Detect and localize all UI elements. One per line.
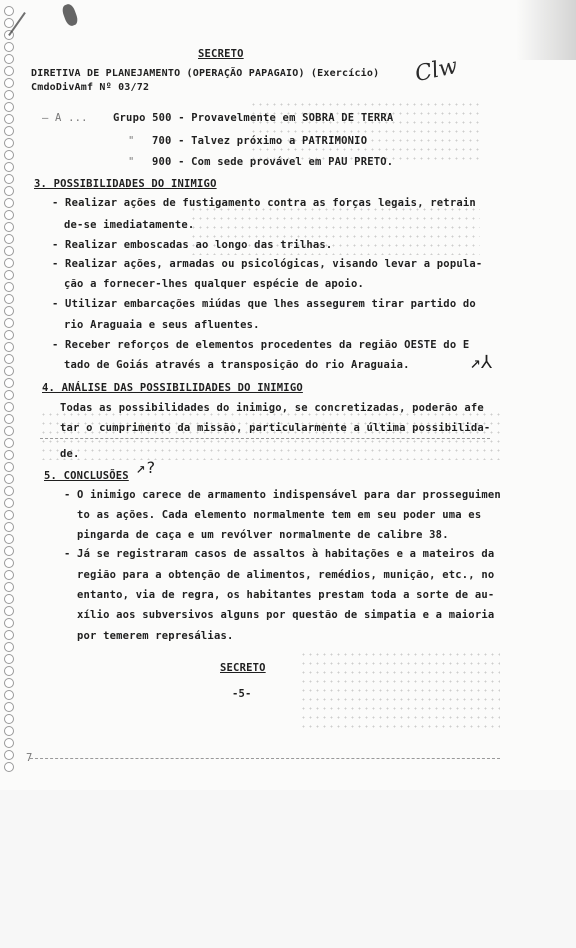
- binder-holes: [4, 6, 18, 776]
- noise-area: [40, 410, 500, 460]
- paragraph-line: pingarda de caça e um revólver normalmente de calibre 38.: [77, 529, 449, 541]
- paragraph-line: - Realizar ações de fustigamento contra as forças legais, retrain: [52, 197, 476, 209]
- binder-hole: [4, 306, 14, 316]
- paragraph-line: - Receber reforços de elementos procedentes da região OESTE do E: [52, 339, 470, 351]
- classification-bottom: SECRETO: [220, 662, 266, 674]
- binder-hole: [4, 462, 14, 472]
- group-prefix: ": [128, 135, 135, 147]
- binder-hole: [4, 570, 14, 580]
- binder-hole: [4, 102, 14, 112]
- binder-hole: [4, 54, 14, 64]
- page-number: -5-: [232, 688, 252, 700]
- binder-hole: [4, 438, 14, 448]
- binder-hole: [4, 186, 14, 196]
- binder-hole: [4, 402, 14, 412]
- binder-hole: [4, 270, 14, 280]
- binder-hole: [4, 522, 14, 532]
- binder-hole: [4, 342, 14, 352]
- binder-hole: [4, 42, 14, 52]
- document-title: DIRETIVA DE PLANEJAMENTO (OPERAÇÃO PAPAGAIO) (Exercício): [31, 68, 380, 79]
- binder-hole: [4, 510, 14, 520]
- binder-hole: [4, 546, 14, 556]
- document-reference: CmdoDivAmf Nº 03/72: [31, 82, 150, 93]
- binder-hole: [4, 138, 14, 148]
- paragraph-line: Todas as possibilidades do inimigo, se concretizadas, poderão afe: [60, 402, 484, 414]
- group-prefix: ": [128, 156, 135, 168]
- paragraph-line: de.: [60, 448, 80, 460]
- binder-hole: [4, 78, 14, 88]
- group-line: Grupo 500 - Provavelmente em SOBRA DE TERRA: [113, 112, 394, 124]
- paragraph-line: rio Araguaia e seus afluentes.: [64, 319, 260, 331]
- binder-hole: [4, 738, 14, 748]
- group-line: 900 - Com sede provável em PAU PRETO.: [152, 156, 394, 168]
- binder-hole: [4, 642, 14, 652]
- binder-hole: [4, 654, 14, 664]
- binder-hole: [4, 318, 14, 328]
- binder-hole: [4, 762, 14, 772]
- binder-hole: [4, 246, 14, 256]
- binder-hole: [4, 366, 14, 376]
- binder-hole: [4, 474, 14, 484]
- binder-hole: [4, 414, 14, 424]
- binder-hole: [4, 390, 14, 400]
- binder-hole: [4, 378, 14, 388]
- binder-hole: [4, 678, 14, 688]
- binder-hole: [4, 450, 14, 460]
- paragraph-line: - Utilizar embarcações miúdas que lhes assegurem tirar partido do: [52, 298, 476, 310]
- ink-smudge: [61, 3, 80, 28]
- classification-top: SECRETO: [198, 48, 244, 60]
- blank-area: [0, 790, 576, 948]
- noise-area: [250, 100, 480, 160]
- binder-hole: [4, 234, 14, 244]
- scan-shadow: [516, 0, 576, 60]
- binder-hole: [4, 558, 14, 568]
- binder-hole: [4, 198, 14, 208]
- paragraph-line: entanto, via de regra, os habitantes prestam toda a sorte de au-: [77, 589, 495, 601]
- handwritten-initials: Clw: [412, 53, 460, 88]
- paragraph-line: ção a fornecer-lhes qualquer espécie de apoio.: [64, 278, 364, 290]
- binder-hole: [4, 282, 14, 292]
- binder-hole: [4, 498, 14, 508]
- binder-hole: [4, 630, 14, 640]
- binder-hole: [4, 486, 14, 496]
- paragraph-line: - O inimigo carece de armamento indispensável para dar prosseguimen: [64, 489, 501, 501]
- paragraph-line: tar o cumprimento da missão, particularmente a última possibilida-: [60, 422, 491, 434]
- binder-hole: [4, 426, 14, 436]
- binder-hole: [4, 126, 14, 136]
- binder-hole: [4, 534, 14, 544]
- binder-hole: [4, 714, 14, 724]
- binder-hole: [4, 174, 14, 184]
- binder-hole: [4, 258, 14, 268]
- binder-hole: [4, 702, 14, 712]
- paragraph-line: - Realizar emboscadas ao longo das trilhas.: [52, 239, 333, 251]
- binder-hole: [4, 222, 14, 232]
- section-heading: [42, 382, 303, 394]
- paragraph-line: to as ações. Cada elemento normalmente tem em seu poder uma es: [77, 509, 482, 521]
- paragraph-line: região para a obtenção de alimentos, remédios, munição, etc., no: [77, 569, 495, 581]
- group-prefix: — A ...: [42, 112, 88, 124]
- paragraph-line: tado de Goiás através a transposição do rio Araguaia.: [64, 359, 410, 371]
- binder-hole: [4, 606, 14, 616]
- binder-hole: [4, 162, 14, 172]
- binder-hole: [4, 594, 14, 604]
- section-3-heading: 3. POSSIBILIDADES DO INIMIGO: [34, 178, 217, 190]
- section-4-heading: 4. ANÁLISE DAS POSSIBILIDADES DO INIMIGO: [42, 382, 303, 394]
- binder-hole: [4, 618, 14, 628]
- paragraph-line: - Já se registraram casos de assaltos à habitações e a mateiros da: [64, 548, 495, 560]
- group-line: 700 - Talvez próximo a PATRIMONIO: [152, 135, 368, 147]
- binder-hole: [4, 114, 14, 124]
- scan-line: [40, 438, 490, 439]
- handwritten-mark: ↗⅄: [470, 352, 493, 373]
- margin-mark: 7: [26, 752, 33, 764]
- section-heading: [34, 178, 217, 190]
- binder-hole: [4, 90, 14, 100]
- binder-hole: [4, 210, 14, 220]
- binder-hole: [4, 330, 14, 340]
- binder-hole: [4, 750, 14, 760]
- handwritten-mark: ↗?: [136, 458, 156, 477]
- binder-hole: [4, 150, 14, 160]
- binder-hole: [4, 582, 14, 592]
- noise-area: [300, 650, 500, 730]
- section-5-heading: 5. CONCLUSÕES: [44, 470, 129, 482]
- binder-hole: [4, 354, 14, 364]
- binder-hole: [4, 726, 14, 736]
- binder-hole: [4, 6, 14, 16]
- paragraph-line: - Realizar ações, armadas ou psicológicas, visando levar a popula-: [52, 258, 483, 270]
- binder-hole: [4, 294, 14, 304]
- paragraph-line: de-se imediatamente.: [64, 219, 195, 231]
- binder-hole: [4, 66, 14, 76]
- binder-hole: [4, 690, 14, 700]
- paragraph-line: por temerem represálias.: [77, 630, 234, 642]
- section-heading: [44, 470, 129, 482]
- scan-line: [30, 758, 500, 759]
- paragraph-line: xílio aos subversivos alguns por questão de simpatia e a maioria: [77, 609, 495, 621]
- binder-hole: [4, 666, 14, 676]
